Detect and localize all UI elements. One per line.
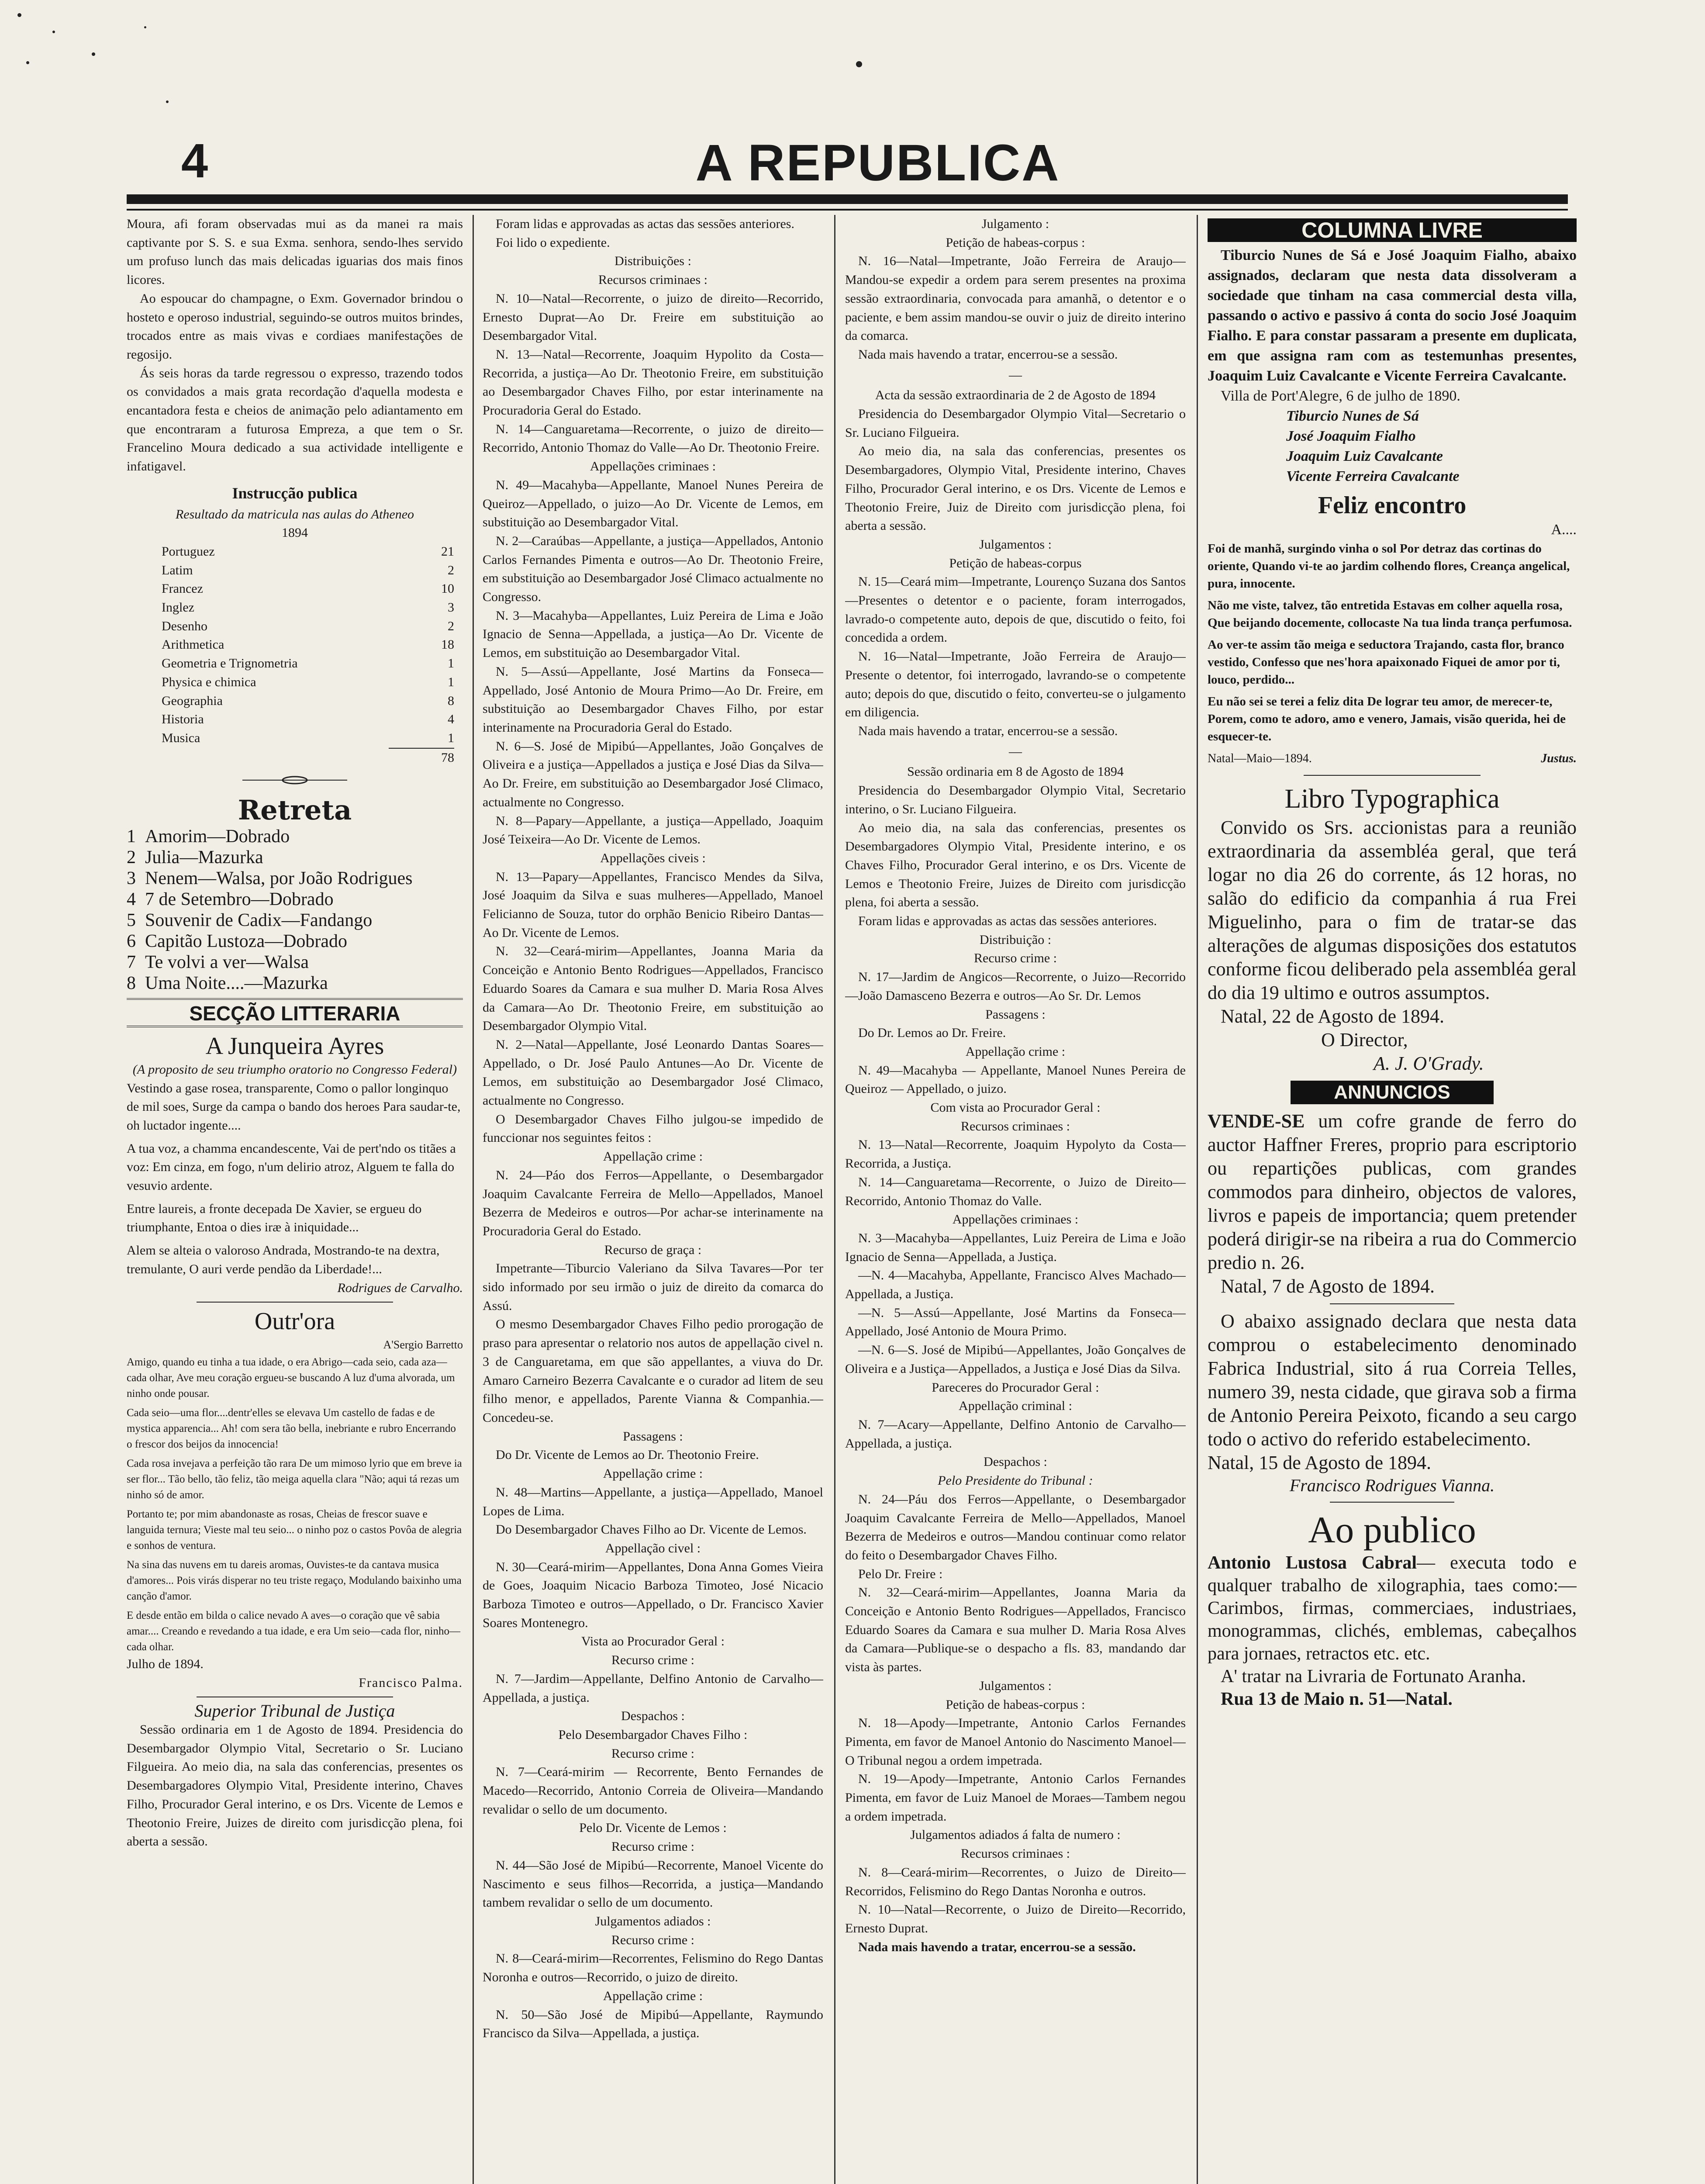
ink-speck (52, 31, 55, 33)
signature: José Joaquim Fialho (1286, 428, 1416, 444)
article-paragraph: N. 48—Martins—Appellante, a justiça—Appellado, Manoel Lopes de Lima. (483, 1485, 823, 1518)
poem-date: Julho de 1894. (127, 1656, 204, 1671)
poem-stanza: Foi de manhã, surgindo vinha o sol Por detraz das cortinas do oriente, Quando vi-te ao jardim colhendo flores, Creança angelical, pura, innocente. (1208, 542, 1570, 591)
notice-paragraph: Convido os Srs. accionistas para a reunião extraordinaria da assembléa geral, que terá logar no dia 26 do corrente, ás 12 horas, no salão do edificio da companhia á rua Frei Miguelinho, para o fim de tratar-se das alterações de algumas disposições dos estatutos conforme ficou deliberado pela assembléa geral do dia 19 ultimo e outros assumptos. (1208, 817, 1577, 1003)
list-item: 1 Amorim—Dobrado (127, 826, 290, 847)
subheading: Distribuição : (979, 932, 1052, 947)
poem-dedication: A.... (1551, 522, 1577, 538)
ink-speck (92, 52, 95, 56)
article-paragraph: N. 16—Natal—Impetrante, João Ferreira de Araujo—Mandou-se expedir a ordem para serem presentes na proxima sessão extraordinaria, convocada para amanhã, o detentor e o paciente, e bem assim mandou-se ouvir o juiz de direito interino da comarca. (845, 254, 1186, 343)
subheading: Appellação crime : (603, 1149, 703, 1164)
article-paragraph: N. 2—Caraúbas—Appellante, a justiça—Appellados, Antonio Carlos Fernandes Pimenta e outros—Ao Dr. Theotonio Freire, em substituição ao Desembargador José Climaco actualmente no Congresso. (483, 533, 823, 605)
article-paragraph: —N. 5—Assú—Appellante, José Martins da Fonseca—Appellado, José Antonio de Moura Primo. (845, 1305, 1186, 1339)
article-paragraph: N. 7—Acary—Appellante, Delfino Antonio de Carvalho—Appellada, a justiça. (845, 1417, 1186, 1451)
subheading: Julgamentos : (979, 537, 1052, 552)
ink-speck (17, 13, 21, 17)
article-paragraph: Foram lidas e approvadas as actas das sessões anteriores. (858, 914, 1157, 929)
subheading: Petição de habeas-corpus (949, 556, 1082, 570)
article-paragraph: Presidencia do Desembargador Olympio Vital, Secretario interino, o Sr. Luciano Filgueira. (845, 783, 1186, 816)
page-number: 4 (181, 134, 208, 188)
subheading: Appellações criminaes : (590, 459, 716, 474)
article-paragraph: Impetrante—Tiburcio Valeriano da Silva Tavares—Por ter sido informado por seu irmão o juiz de direito da comarca do Assú. (483, 1261, 823, 1313)
article-paragraph: N. 24—Páu dos Ferros—Appellante, o Desembargador Joaquim Cavalcante Ferreira de Mello—Appellados, Manoel Bezerra de Medeiros e outros—Mandou continuar como relator do feito o Desembargador Chaves Filho. (845, 1492, 1186, 1562)
ad-paragraph: A' tratar na Livraria de Fortunato Aranha. (1221, 1666, 1526, 1686)
column-divider (834, 215, 835, 2184)
article-paragraph: O Desembargador Chaves Filho julgou-se impedido de funccionar nos seguintes feitos : (483, 1112, 823, 1145)
subheading: Recurso crime : (974, 951, 1057, 966)
subheading: Distribuições : (614, 254, 691, 269)
header-rule (127, 194, 1568, 204)
article-paragraph: Ao espoucar do champagne, o Exm. Governador brindou o hosteto e operoso industrial, seguindo-se outros muitos brindes, trocados entre as mais vivas e cordiaes manifestações de regosijo. (127, 291, 463, 362)
subheading: Com vista ao Procurador Geral : (930, 1100, 1101, 1115)
article-paragraph: N. 3—Macahyba—Appellantes, Luiz Pereira de Lima e João Ignacio de Senna—Appellada, a justiça—Ao Dr. Vicente de Lemos, em substituição ao Desembargador Vital. (483, 608, 823, 660)
article-paragraph: Do Dr. Lemos ao Dr. Freire. (858, 1026, 1006, 1040)
article-paragraph: —N. 4—Macahyba, Appellante, Francisco Alves Machado—Appellada, a Justiça. (845, 1268, 1186, 1302)
subheading: Passagens : (623, 1429, 683, 1444)
article-paragraph: Foram lidas e approvadas as actas das sessões anteriores. (496, 217, 794, 231)
poem-stanza: Entre laureis, a fronte decepada De Xavier, se ergueu do triumphante, Entoa o dies iræ à iniquidade... (127, 1201, 422, 1235)
article-paragraph: Ao meio dia, na sala das conferencias, presentes os Desembargadores Olympio Vital, Presidente interino, e os Chaves Filho, Procurador Geral interino, e os Drs. Vicente de Lemos e Theotonio Freire, Juizes de Direito com jurisdicção plena, foi aberta a sessão. (845, 820, 1186, 910)
subheading: Recursos criminaes : (598, 273, 708, 287)
ornament-divider (127, 771, 463, 790)
column-4 (1208, 215, 1577, 2184)
poem-dedication: A'Sergio Barretto (383, 1338, 463, 1351)
notice-title: Libro Typographica (1284, 784, 1500, 814)
section-heading: Instrucção publica (232, 484, 358, 502)
list-item: 8 Uma Noite....—Mazurka (127, 973, 328, 994)
article-paragraph: N. 14—Canguaretama—Recorrente, o juizo de direito—Recorrido, Antonio Thomaz do Valle—Ao Dr. Theotonio Freire. (483, 422, 823, 455)
poem-stanza: Amigo, quando eu tinha a tua idade, o era Abrigo—cada seio, cada aza—cada olhar, Ave meu coração ergueu-se buscando A luz d'uma alvorada, um ninho onde pousar. (127, 1356, 455, 1400)
article-paragraph: Ao meio dia, na sala das conferencias, presentes os Desembargadores, Olympio Vital, Presidente interino, Chaves Filho, Procurador Geral interino, e os Drs. Vicente de Lemos e Theotonio Freire, Juiz de Direito com jurisdicção plena, foi aberta a sessão. (845, 444, 1186, 533)
subheading: Vista ao Procurador Geral : (581, 1634, 725, 1649)
article-paragraph: N. 32—Ceará-mirim—Appellantes, Joanna Maria da Conceição e Antonio Bento Rodrigues—Appellados, Francisco Eduardo Soares da Camara e sua mulher D. Maria Rosa Alves da Camara—Publique-se o despacho a fls. 83, mandando dar vista às partes. (845, 1585, 1186, 1675)
article-paragraph: Foi lido o expediente. (496, 235, 610, 250)
subheading: Appellação civel : (605, 1541, 701, 1555)
masthead-title: A REPUBLICA (695, 134, 1060, 192)
article-paragraph: Do Desembargador Chaves Filho ao Dr. Vicente de Lemos. (496, 1522, 807, 1537)
enrollment-list (127, 543, 463, 767)
signature: Tiburcio Nunes de Sá (1286, 408, 1419, 424)
subheading: Sessão ordinaria em 8 de Agosto de 1894 (907, 764, 1124, 779)
subheading: Recurso crime : (611, 1653, 694, 1668)
article-paragraph: Presidencia do Desembargador Olympio Vital—Secretario o Sr. Luciano Filgueira. (845, 407, 1186, 440)
article-paragraph: Nada mais havendo a tratar, encerrou-se a sessão. (858, 1939, 1136, 1954)
subheading: Appellação criminal : (959, 1399, 1072, 1413)
notice-signature: A. J. O'Grady. (1374, 1053, 1484, 1074)
ink-speck (166, 100, 169, 103)
article-paragraph: N. 49—Macahyba—Appellante, Manoel Nunes Pereira de Queiroz—Appellado, o juizo—Ao Dr. Vicente de Lemos, em substituição ao Desembargador Vital. (483, 477, 823, 530)
subheading: Pelo Desembargador Chaves Filho : (558, 1727, 748, 1742)
section-banner: COLUMNA LIVRE (1208, 218, 1577, 242)
ad-paragraph (1208, 1109, 1577, 1275)
list-item: Inglez 3 (162, 600, 454, 615)
list-total: 78 (441, 750, 454, 765)
signatures (1208, 406, 1577, 487)
column-divider (473, 215, 474, 2184)
subheading: Acta da sessão extraordinaria de 2 de Agosto de 1894 (875, 388, 1156, 403)
article-paragraph: N. 10—Natal—Recorrente, o juizo de direito—Recorrido, Ernesto Duprat—Ao Dr. Freire em substituição ao Desembargador Vital. (483, 291, 823, 343)
article-paragraph: N. 3—Macahyba—Appellantes, Luiz Pereira de Lima e João Ignacio de Senna—Appellada, a Justiça. (845, 1230, 1186, 1264)
ad-lead: VENDE-SE (1208, 1110, 1305, 1132)
article-paragraph: N. 30—Ceará-mirim—Appellantes, Dona Anna Gomes Vieira de Goes, Joaquim Nicacio Barboza Timoteo, José Nicacio Barboza Timoteo e outros—Appellado, o Dr. Francisco Xavier Soares Montenegro. (483, 1559, 823, 1630)
notice-date: Villa de Port'Alegre, 6 de julho de 1890. (1221, 388, 1460, 404)
ad-title: Ao publico (1308, 1509, 1476, 1551)
poem-title: Outr'ora (254, 1308, 335, 1335)
poem-stanza: Vestindo a gase rosea, transparente, Como o pallor longinquo de mil soes, Surge da campa o bando dos heroes Para saudar-te, oh luctador ingente.... (127, 1081, 461, 1133)
article-paragraph: N. 50—São José de Mipibú—Appellante, Raymundo Francisco da Silva—Appellada, a justiça. (483, 2007, 823, 2041)
notice-paragraph: Tiburcio Nunes de Sá e José Joaquim Fialho, abaixo assignados, declaram que nesta data dissolveram a sociedade que tinham na casa commercial desta villa, passando o activo e passivo á conta do socio José Joaquim Fialho. E para constar passaram a presente em duplicata, em que assigna ram com as testemunhas presentes, Joaquim Luiz Cavalcante e Vicente Ferreira Cavalcante. (1208, 247, 1577, 384)
article-paragraph: N. 24—Páo dos Ferros—Appellante, o Desembargador Joaquim Cavalcante Ferreira de Mello—Appellados, Manoel Bezerra de Medeiros e outros—Por achar-se interinamente na Procuradoria Geral do Estado. (483, 1168, 823, 1238)
article-paragraph: N. 15—Ceará mim—Impetrante, Lourenço Suzana dos Santos—Presentes o detentor e o paciente, foram interrogados, lavrado-o competente auto, depois de que, discutido o feito, foi concedida a ordem. (845, 574, 1186, 645)
list-item: 3 Nenem—Walsa, por João Rodrigues (127, 868, 413, 889)
ad-text: executa todo e qualquer trabalho de xilographia, taes como:—Carimbos, firmas, commerciaes, industriaes, monogrammas, clichés, emblemas, cabeçalhos para jornaes, retractos etc. etc. (1208, 1553, 1577, 1664)
ad-date: Natal, 15 de Agosto de 1894. (1208, 1452, 1432, 1473)
poem-date: Natal—Maio—1894. (1208, 752, 1312, 765)
subheading: Appellação crime : (603, 1466, 703, 1481)
subheading: Recurso crime : (611, 1932, 694, 1947)
article-paragraph: Do Dr. Vicente de Lemos ao Dr. Theotonio Freire. (496, 1448, 759, 1462)
ad-address: Rua 13 de Maio n. 51—Natal. (1221, 1689, 1453, 1709)
list-item: 2 Julia—Mazurka (127, 847, 263, 868)
article-paragraph: N. 18—Apody—Impetrante, Antonio Carlos Fernandes Pimenta, em favor de Manoel Antonio do Nascimento Manoel—O Tribunal negou a ordem impetrada. (845, 1716, 1186, 1768)
ink-speck (144, 26, 146, 28)
article-paragraph: N. 10—Natal—Recorrente, o Juizo de Direito—Recorrido, Ernesto Duprat. (845, 1902, 1186, 1935)
list-item: 5 Souvenir de Cadix—Fandango (127, 910, 373, 931)
ad-date: Natal, 7 de Agosto de 1894. (1221, 1275, 1435, 1297)
subheading: Recurso crime : (611, 1839, 694, 1854)
article-paragraph: N. 7—Ceará-mirim — Recorrente, Bento Fernandes de Macedo—Recorrido, Antonio Correia de Oliveira—Mandando revalidar o sello de um documento. (483, 1765, 823, 1817)
article-paragraph: Sessão ordinaria em 1 de Agosto de 1894. Presidencia do Desembargador Olympio Vital, Secretario o Sr. Luciano Filgueira. Ao meio dia, na sala das conferencias, presentes os Desembargadores Olympio Vital, Presidente interino, Chaves Filho, Procurador Geral interino, e os Drs. Vicente de Lemos e Theotonio Freire, Juizes de direito com jurisdicção plena, foi aberta a sessão. (127, 1722, 463, 1849)
subheading: Julgamentos adiados : (595, 1914, 711, 1928)
subheading: Despachos : (984, 1455, 1047, 1469)
article-paragraph: —N. 6—S. José de Mipibú—Appellantes, João Gonçalves de Oliveira e a Justiça—Appellados, a Justiça e José Dias da Silva. (845, 1343, 1186, 1376)
subheading: Despachos : (621, 1709, 685, 1724)
list-item: Geographia 8 (162, 693, 454, 708)
article-paragraph: N. 17—Jardim de Angicos—Recorrente, o Juizo—Recorrido—João Damasceno Bezerra e outros—Ao Sr. Dr. Lemos (845, 970, 1186, 1003)
article-paragraph: N. 2—Natal—Appellante, José Leonardo Dantas Soares—Appellado, o Dr. José Paulo Antunes—Ao Dr. Vicente de Lemos, em substituição ao Desembargador José Climaco, actualmente no Congresso. (483, 1037, 823, 1108)
article-paragraph: N. 6—S. José de Mipibú—Appellantes, João Gonçalves de Oliveira e a justiça—Appellados a justiça e José Dias da Silva—Ao Dr. Freire, em substituição ao Desembargador José Climaco, actualmente no Congresso. (483, 739, 823, 809)
article-paragraph: N. 14—Canguaretama—Recorrente, o Juizo de Direito—Recorrido, Antonio Thomaz do Valle. (845, 1175, 1186, 1208)
section-banner: ANNUNCIOS (1291, 1081, 1494, 1104)
short-rule: — (1009, 367, 1022, 382)
article-paragraph: N. 49—Macahyba — Appellante, Manoel Nunes Pereira de Queiroz — Appellado, o juizo. (845, 1063, 1186, 1096)
notice-date: Natal, 22 de Agosto de 1894. (1221, 1006, 1445, 1027)
article-paragraph: N. 8—Ceará-mirim—Recorrentes, Felismino do Rego Dantas Noronha e outros—Recorrido, o juizo de direito. (483, 1951, 823, 1985)
subheading: Appellação crime : (965, 1044, 1066, 1059)
poem-stanza: Cada rosa invejava a perfeição tão rara De um mimoso lyrio que em breve ia ser flor... Tão bello, tão feliz, tão meiga aquella clara "Não; aqui tá rezas um ninho só de amor. (127, 1457, 462, 1501)
article-paragraph: Pelo Dr. Freire : (858, 1566, 943, 1581)
ad-lead: Antonio Lustosa Cabral (1208, 1553, 1417, 1573)
column-3 (845, 215, 1186, 2184)
subheading: Julgamentos adiados á falta de numero : (910, 1828, 1121, 1842)
article-paragraph: N. 13—Natal—Recorrente, Joaquim Hypolito da Costa—Recorrida, a justiça—Ao Dr. Theotonio Freire, em substituição ao Desembargador Chaves Filho, por estar interinamente na Procuradoria Geral do Estado. (483, 347, 823, 418)
ad-signature: Francisco Rodrigues Vianna. (1289, 1476, 1495, 1495)
poem-stanza: Alem se alteia o valoroso Andrada, Mostrando-te na dextra, tremulante, O auri verde pendão da Liberdade!... (127, 1243, 440, 1276)
list-item: Desenho 2 (162, 619, 454, 633)
article-paragraph: N. 8—Papary—Appellante, a justiça—Appellado, Joaquim José Teixeira—Ao Dr. Vicente de Lemos. (483, 813, 823, 847)
poem-stanza: Ao ver-te assim tão meiga e seductora Trajando, casta flor, branco vestido, Confesso que nes'hora apaixonado Fiquei de amor por ti, louco, perdido... (1208, 638, 1564, 687)
article-paragraph: N. 13—Papary—Appellantes, Francisco Mendes da Silva, José Joaquim da Silva e suas mulheres—Appellado, Manoel Felicianno de Souza, tutor do orphão Benicio Ribeiro Dantas—Ao Dr. Vicente de Lemos. (483, 869, 823, 940)
ink-speck (856, 61, 862, 67)
section-heading: SECÇÃO LITTERARIA (189, 1002, 400, 1025)
article-paragraph: Ás seis horas da tarde regressou o expresso, trazendo todos os convidados a mais grata recordação d'aquella modesta e encantadora festa e cheios de animação pelo adiantamento em que encontraram a futurosa Empreza, a que tem o Sr. Francelino Moura dedicado a sua actividade intelligente e infatigavel. (127, 366, 463, 474)
subheading: Petição de habeas-corpus : (946, 1697, 1085, 1712)
poem-subtitle: (A proposito de seu triumpho oratorio no Congresso Federal) (132, 1062, 457, 1077)
poem-stanza: Na sina das nuvens em tu dareis aromas, Ouvistes-te da cantava musica d'amores... Pois virás disperar no teu triste regaço, Modulando baixinho uma canção d'amor. (127, 1559, 462, 1602)
poem-stanza: Eu não sei se terei a feliz dita De lograr teu amor, de merecer-te, Porem, como te adoro, amo e venero, Jamais, visão querida, hei de esquecer-te. (1208, 695, 1566, 743)
section-heading: Superior Tribunal de Justiça (194, 1701, 395, 1721)
article-paragraph: Nada mais havendo a tratar, encerrou-se a sessão. (858, 723, 1118, 738)
year: 1894 (282, 525, 308, 540)
article-paragraph: N. 16—Natal—Impetrante, João Ferreira de Araujo—Presente o detentor, foi interrogado, lavrando-se o competente auto; depois do que, discutido o feito, converteu-se o julgamento em diligencia. (845, 649, 1186, 720)
list-item: Francez 10 (162, 581, 454, 596)
signature: Vicente Ferreira Cavalcante (1286, 468, 1460, 484)
signature: Joaquim Luiz Cavalcante (1286, 448, 1443, 464)
poem-title: A Junqueira Ayres (205, 1032, 384, 1060)
list-item: Physica e chimica 1 (162, 674, 454, 689)
poem-stanza: Portanto te; por mim abandonaste as rosas, Cheias de frescor suave e languida ternura; Vieste mal teu seio... o ninho poz o castos Povôa de alegria e sonhos de ventura. (127, 1508, 462, 1552)
header-rule-thin (127, 209, 1568, 211)
list-item: Geometria e Trignometria 1 (162, 656, 454, 671)
article-paragraph: N. 8—Ceará-mirim—Recorrentes, o Juizo de Direito—Recorridos, Felismino do Rego Dantas Noronha e outros. (845, 1865, 1186, 1898)
retreta-list (127, 826, 463, 994)
subheading: Appellação crime : (603, 1988, 703, 2003)
subheading: Recurso de graça : (604, 1242, 702, 1257)
subheading: Appellações criminaes : (952, 1212, 1079, 1227)
article-paragraph: N. 19—Apody—Impetrante, Antonio Carlos Fernandes Pimenta, em favor de Luiz Manoel de Moraes—Tambem negou a ordem impetrada. (845, 1772, 1186, 1824)
poem-author: Justus. (1541, 752, 1577, 765)
poem-title: Feliz encontro (1318, 492, 1467, 519)
column-2 (483, 215, 823, 2184)
subheading: Julgamento : (981, 217, 1049, 231)
list-item: 6 Capitão Lustoza—Dobrado (127, 931, 348, 952)
article-paragraph: N. 44—São José de Mipibú—Recorrente, Manoel Vicente do Nascimento e seus filhos—Recorrida, a justiça—Mandando tambem revalidar o sello de um documento. (483, 1858, 823, 1910)
subheading: Pelo Presidente do Tribunal : (938, 1473, 1093, 1488)
poem-author: Francisco Palma. (359, 1675, 463, 1690)
article-paragraph: N. 5—Assú—Appellante, José Martins da Fonseca—Appellado, José Antonio de Moura Primo—Ao Dr. Freire, em substituição ao Desembargador Chaves Filho, por estar interinamente na Procuradoria Geral do Estado. (483, 664, 823, 735)
poem-stanza: E desde então em bilda o calice nevado A aves—o coração que vê sabia amar.... Creando e revedando a tua idade, e era Um seio—cada flor, ninho—cada olhar. (127, 1609, 460, 1653)
article-paragraph: Moura, afi foram observadas mui as da manei ra mais captivante por S. S. e sua Exma. senhora, sendo-lhes servido um profuso lunch das mais delicadas iguarias dos mais finos licores. (127, 217, 463, 287)
column-divider (1197, 215, 1198, 2184)
list-item: 7 Te volvi a ver—Walsa (127, 952, 309, 973)
subheading: Julgamentos : (979, 1678, 1052, 1693)
list-item: Musica 1 (162, 730, 454, 745)
subheading: Recurso crime : (611, 1746, 694, 1761)
poem-footer (1208, 749, 1577, 769)
list-item: 4 7 de Setembro—Dobrado (127, 889, 334, 910)
poem-stanza: A tua voz, a chamma encandescente, Vai de pert'ndo os titães a voz: Em cinza, em fogo, n'um delirio atroz, Alguem te falla do vesuvio ardente. (127, 1141, 456, 1193)
article-paragraph: N. 32—Ceará-mirim—Appellantes, Joanna Maria da Conceição e Antonio Bento Rodrigues—Appellados, Francisco Eduardo Soares da Camara e sua mulher D. Maria Rosa Alves da Camara—Ao Dr. Theotonio Freire, em substituição ao Desembargador Olympio Vital. (483, 944, 823, 1033)
ad-paragraph: O abaixo assignado declara que nesta data comprou o estabelecimento denominado Fabrica Industrial, sito á rua Correia Telles, numero 39, nesta cidade, que girava sob a firma de Antonio Pereira Peixoto, ficando a seu cargo todo o activo do referido estabelecimento. (1208, 1310, 1577, 1450)
list-item: Arithmetica 18 (162, 637, 454, 652)
list-item: Portuguez 21 (162, 544, 454, 559)
article-paragraph: N. 7—Jardim—Appellante, Delfino Antonio de Carvalho—Appellada, a justiça. (483, 1671, 823, 1705)
ad-paragraph: Antonio Lustosa Cabral— executa todo e qualquer trabalho de xilographia, taes como:—Carimbos, firmas, commerciaes, industriaes, monogrammas, clichés, emblemas, cabeçalhos para jornaes, retractos etc. etc. (1208, 1553, 1577, 1664)
subheading: Petição de habeas-corpus : (946, 235, 1085, 250)
notice-role: O Director, (1321, 1029, 1408, 1051)
list-item: Historia 4 (162, 712, 454, 727)
poem-stanza: Não me viste, talvez, tão entretida Estavas em colher aquella rosa, Que beijando docemente, collocaste Na tua linda trança perfumosa. (1208, 598, 1572, 630)
subheading: Pareceres do Procurador Geral : (932, 1380, 1099, 1395)
ink-speck (26, 61, 29, 64)
article-paragraph: N. 13—Natal—Recorrente, Joaquim Hypolyto da Costa—Recorrida, a Justiça. (845, 1137, 1186, 1171)
column-1 (127, 215, 463, 2184)
short-rule: — (1009, 744, 1022, 759)
subheading: Recursos criminaes : (961, 1119, 1070, 1133)
ad-text: um cofre grande de ferro do auctor Haffner Freres, proprio para escriptorio ou repartições publicas, com grandes commodos para dinheiro, objectos de valores, livros e papeis de importancia; quem pretender poderá dirigir-se na ribeira a rua do Commercio predio n. 26. (1208, 1110, 1577, 1273)
subheading: Appellações civeis : (600, 850, 706, 865)
subheading: Pelo Dr. Vicente de Lemos : (579, 1821, 727, 1835)
list-item: Latim 2 (162, 563, 454, 577)
section-subheading: Resultado da matricula nas aulas do Atheneo (175, 507, 414, 522)
article-paragraph: O mesmo Desembargador Chaves Filho pedio prorogação de praso para apresentar o relatorio nos autos de appellação civel n. 3 de Canguaretama, em que são appellantes, a viuva do Dr. Amaro Carneiro Bezerra Cavalcante e o curador ad litem de seu filho menor, e appellados, Parente Vianna & Companhia.—Concedeu-se. (483, 1317, 823, 1425)
poem-author: Rodrigues de Carvalho. (337, 1280, 463, 1295)
subheading: Passagens : (985, 1007, 1046, 1022)
poem-stanza: Cada seio—uma flor....dentr'elles se elevava Um castello de fadas e de mystica apparencia... Ah! com sera tão bella, inebriante e rubro Encerrando o frescor dos beijos da innocencia! (127, 1406, 456, 1450)
article-paragraph: Nada mais havendo a tratar, encerrou-se a sessão. (858, 347, 1118, 362)
section-heading: Retreta (238, 794, 352, 826)
subheading: Recursos criminaes : (961, 1846, 1070, 1861)
